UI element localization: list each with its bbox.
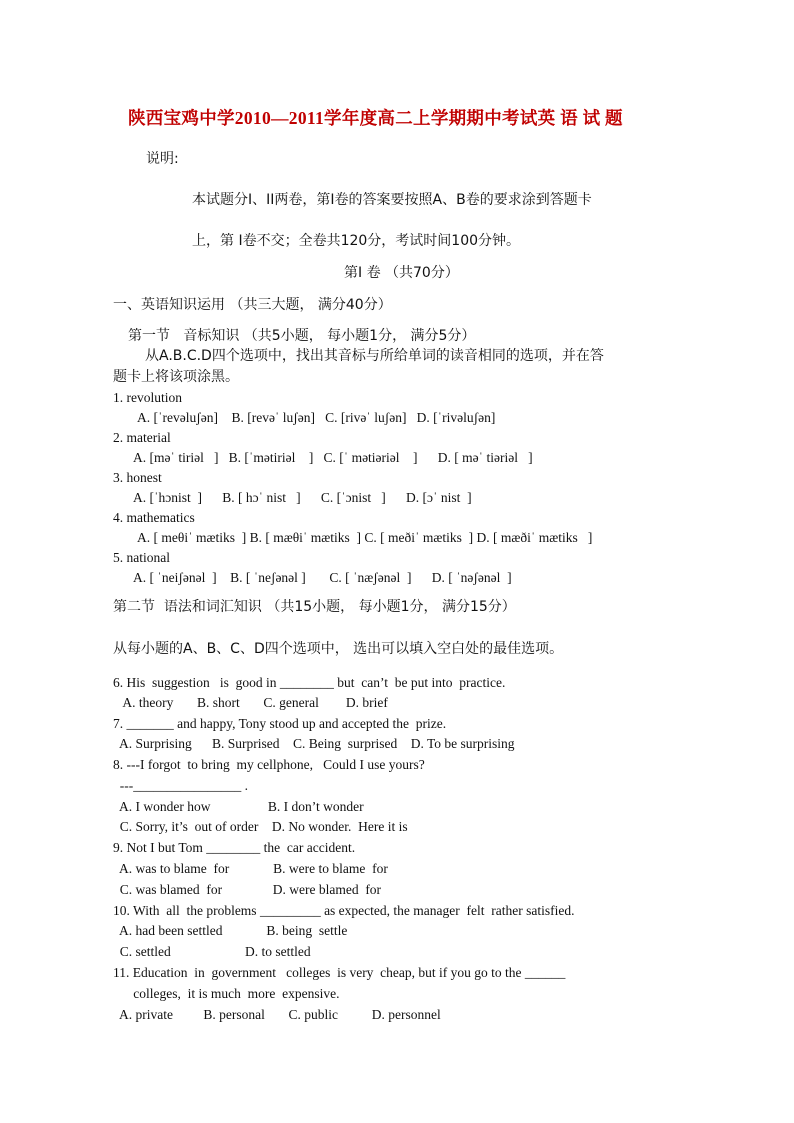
sub1-heading: 第一节 音标知识 （共5小题， 每小题1分， 满分5分）: [128, 328, 476, 344]
instructions-line-2: 上，第 Ⅰ卷不交；全卷共120分，考试时间100分钟。: [192, 233, 521, 249]
section1-heading: 一、英语知识运用 （共三大题， 满分40分）: [113, 297, 392, 313]
question-line: C. settled D. to settled: [113, 944, 311, 959]
exam-title: 陕西宝鸡中学2010—2011学年度高二上学期期中考试英 语 试 题: [128, 108, 623, 128]
question-line: A. was to blame for B. were to blame for: [113, 861, 388, 876]
question-line: 9. Not I but Tom ________ the car accident.: [113, 840, 356, 855]
question-line: 7. _______ and happy, Tony stood up and accepted the prize.: [113, 716, 447, 731]
phonetic-options: A. [ meθiˈ mætiks ] B. [ mæθiˈ mætiks ] C. [ meðiˈ mætiks ] D. [ mæðiˈ mætiks ]: [137, 530, 593, 545]
question-line: C. Sorry, it’s out of order D. No wonder. Here it is: [113, 819, 408, 834]
phonetic-options: A. [məˈ tiriəl ] B. [ˈmətiriəl ] C. [ˈ mətiəriəl ] D. [ məˈ tiəriəl ]: [133, 450, 533, 465]
question-line: ---________________ .: [113, 778, 248, 793]
phonetic-options: A. [ˈrevəluʃən] B. [revəˈ luʃən] C. [rivəˈ luʃən] D. [ˈrivəluʃən]: [137, 410, 496, 425]
phonetic-options: A. [ˈhɔnist ] B. [ hɔˈ nist ] C. [ˈɔnist ] D. [ɔˈ nist ]: [133, 490, 472, 505]
phonetic-question: 5. national: [113, 550, 170, 565]
phonetic-question: 4. mathematics: [113, 510, 195, 525]
question-line: A. I wonder how B. I don’t wonder: [113, 799, 364, 814]
phonetic-question: 2. material: [113, 430, 171, 445]
question-line: 11. Education in government colleges is very cheap, but if you go to the ______: [113, 965, 566, 980]
question-line: A. private B. personal C. public D. personnel: [113, 1007, 441, 1022]
question-line: 6. His suggestion is good in ________ but can’t be put into practice.: [113, 675, 506, 690]
phonetic-question: 3. honest: [113, 470, 162, 485]
sub1-directions-1: 从A.B.C.D四个选项中，找出其音标与所给单词的读音相同的选项，并在答: [145, 348, 604, 364]
sub1-directions-2: 题卡上将该项涂黑。: [113, 369, 239, 385]
phonetic-question: 1. revolution: [113, 390, 182, 405]
question-line: colleges, it is much more expensive.: [113, 986, 340, 1001]
phonetic-options: A. [ ˈneiʃənəl ] B. [ ˈneʃənəl ] C. [ ˈnæʃənəl ] D. [ ˈnəʃənəl ]: [133, 570, 512, 585]
instructions-line-1: 本试题分Ⅰ、II两卷，第Ⅰ卷的答案要按照A、B卷的要求涂到答题卡: [192, 192, 592, 208]
question-line: 8. ---I forgot to bring my cellphone, Could I use yours?: [113, 757, 425, 772]
instructions-label: 说明:: [146, 151, 179, 167]
question-line: C. was blamed for D. were blamed for: [113, 882, 382, 897]
question-line: A. Surprising B. Surprised C. Being surprised D. To be surprising: [113, 736, 515, 751]
question-line: 10. With all the problems _________ as expected, the manager felt rather satisfied.: [113, 903, 575, 918]
question-line: A. had been settled B. being settle: [113, 923, 348, 938]
sub2-heading: 第二节 语法和词汇知识 （共15小题， 每小题1分， 满分15分）: [113, 599, 516, 615]
sub2-directions: 从每小题的A、B、C、D四个选项中， 选出可以填入空白处的最佳选项。: [113, 641, 564, 657]
part1-heading: 第Ⅰ 卷 （共70分）: [344, 265, 459, 281]
question-line: A. theory B. short C. general D. brief: [113, 695, 388, 710]
